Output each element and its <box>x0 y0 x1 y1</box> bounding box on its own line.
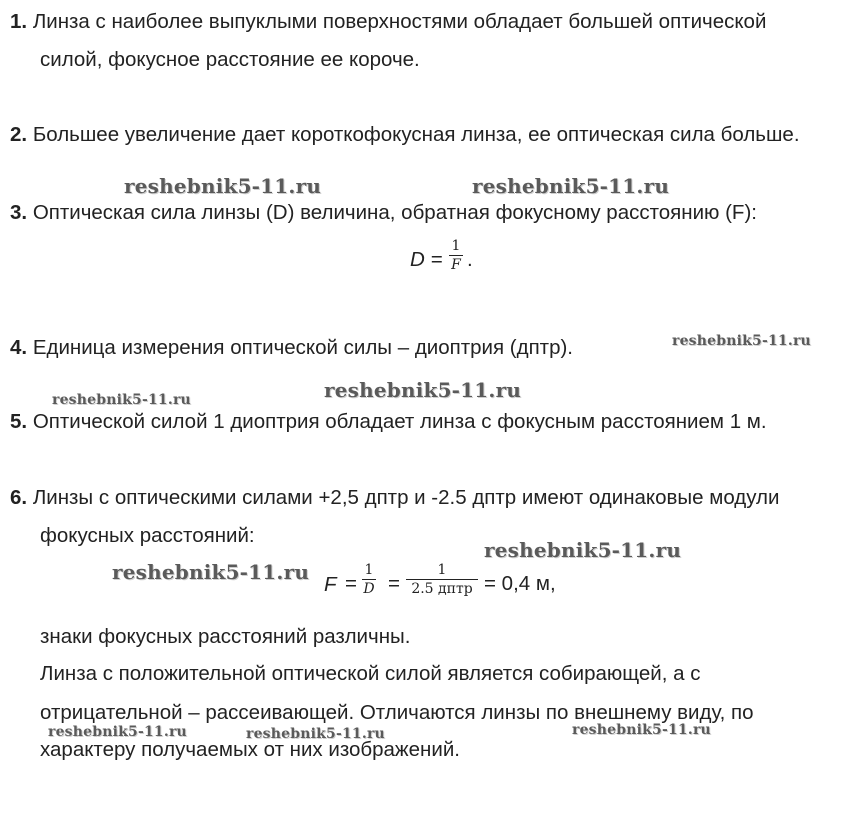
watermark: reshebnik5-11.ru <box>112 560 310 584</box>
item-text: Линзы с оптическими силами +2,5 дптр и -2.5 дптр имеют одинаковые модули <box>32 486 780 509</box>
paragraph-line: характеру получаемых от них изображений. <box>40 738 460 761</box>
item-1 <box>10 10 766 34</box>
item-number: 5. <box>10 410 28 433</box>
watermark: reshebnik5-11.ru <box>246 726 385 742</box>
watermark: reshebnik5-11.ru <box>52 392 191 408</box>
paragraph-line: Линза с положительной оптической силой является собирающей, а с <box>40 662 701 685</box>
fraction-numerator: 1 <box>364 562 374 578</box>
item-4 <box>10 336 573 360</box>
formula-lhs: D = <box>410 248 443 271</box>
watermark: reshebnik5-11.ru <box>324 378 522 402</box>
item-1-line-2: силой, фокусное расстояние ее короче. <box>40 48 420 71</box>
fraction-numerator: 1 <box>437 562 447 578</box>
item-5 <box>10 410 767 434</box>
item-text: Большее увеличение дает короткофокусная линза, ее оптическая сила больше. <box>32 123 800 146</box>
item-text: Оптическая сила линзы (D) величина, обратная фокусному расстоянию (F): <box>32 201 757 224</box>
paragraph-line: отрицательной – рассеивающей. Отличаются линзы по внешнему виду, по <box>40 701 754 724</box>
item-text: Оптической силой 1 диоптрия обладает линза с фокусным расстоянием 1 м. <box>32 410 767 433</box>
fraction-bar <box>406 579 478 580</box>
formula-fraction <box>449 238 463 273</box>
fraction-denominator: 2.5 дптр <box>411 581 473 597</box>
item-number: 1. <box>10 10 28 33</box>
fraction-bar <box>449 255 463 256</box>
item-2 <box>10 123 800 147</box>
item-text: Линза с наиболее выпуклыми поверхностями обладает большей оптической <box>32 10 767 33</box>
paragraph-line: знаки фокусных расстояний различны. <box>40 625 411 648</box>
formula-lhs: F <box>324 573 337 596</box>
watermark: reshebnik5-11.ru <box>484 538 682 562</box>
item-number: 3. <box>10 201 28 224</box>
fraction-denominator: F <box>451 257 461 273</box>
formula-fraction-2 <box>406 562 478 597</box>
item-number: 4. <box>10 336 28 359</box>
watermark: reshebnik5-11.ru <box>572 722 711 738</box>
fraction-denominator: D <box>363 581 375 597</box>
item-6 <box>10 486 779 510</box>
formula-fraction-1 <box>362 562 376 597</box>
formula-tail: . <box>467 248 473 271</box>
item-text: Единица измерения оптической силы – диоптрия (дптр). <box>32 336 573 359</box>
formula-equals: = <box>345 572 357 595</box>
formula-result: = 0,4 м, <box>484 572 556 595</box>
watermark: reshebnik5-11.ru <box>48 724 187 740</box>
watermark: reshebnik5-11.ru <box>672 333 811 349</box>
watermark: reshebnik5-11.ru <box>124 174 322 198</box>
watermark: reshebnik5-11.ru <box>472 174 670 198</box>
item-3 <box>10 201 757 225</box>
fraction-bar <box>362 579 376 580</box>
item-number: 2. <box>10 123 28 146</box>
fraction-numerator: 1 <box>451 238 461 254</box>
item-number: 6. <box>10 486 28 509</box>
formula-equals: = <box>388 572 400 595</box>
item-6-line-2: фокусных расстояний: <box>40 524 255 547</box>
